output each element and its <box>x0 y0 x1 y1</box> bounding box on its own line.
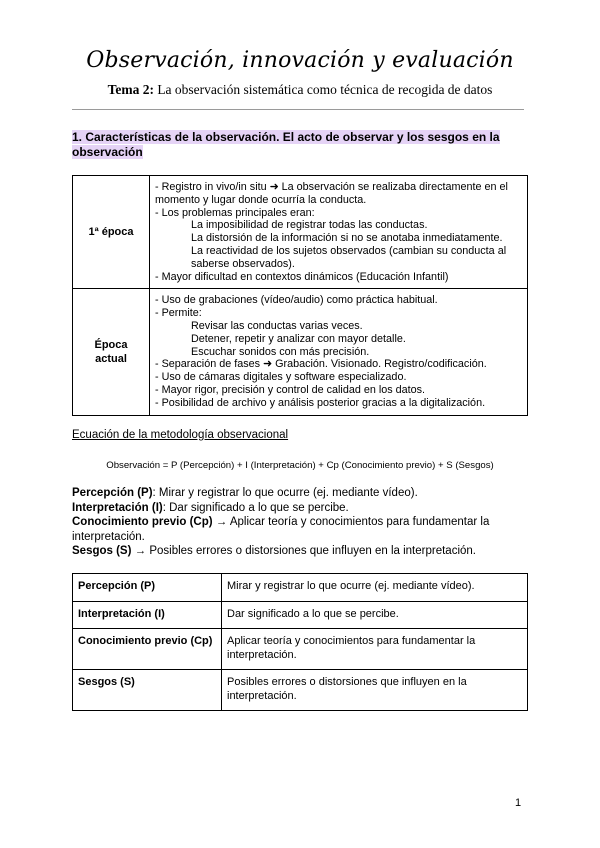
summary-line: Mirar y registrar lo que ocurre (ej. mediante vídeo). <box>227 580 475 592</box>
summary-term: Sesgos (S) <box>73 670 222 711</box>
summary-description <box>222 670 528 711</box>
table-row <box>73 176 528 289</box>
list-item: momento y lugar donde ocurría la conducta. <box>155 193 367 206</box>
equation-heading: Ecuación de la metodología observacional <box>72 429 289 441</box>
table-row <box>73 289 528 415</box>
list-item: - Registro in vivo/in situ ➜ La observación se realizaba directamente en el <box>155 181 508 193</box>
summary-line: interpretación. <box>227 649 297 661</box>
summary-term: Conocimiento previo (Cp) <box>73 629 222 670</box>
list-item: - Uso de cámaras digitales y software especializado. <box>155 371 407 384</box>
list-item: - Uso de grabaciones (vídeo/audio) como práctica habitual. <box>155 294 438 307</box>
equation: Observación = P (Percepción) + I (Interpretación) + Cp (Conocimiento previo) + S (Sesgos) <box>106 460 494 471</box>
list-item: La imposibilidad de registrar todas las conductas. <box>191 219 428 232</box>
definition-item <box>72 515 528 544</box>
definition-item <box>72 501 528 516</box>
topic-text: La observación sistemática como técnica de recogida de datos <box>153 82 493 97</box>
summary-term: Percepción (P) <box>73 574 222 602</box>
summary-description <box>222 602 528 629</box>
epoch-description <box>150 289 528 415</box>
topic-label: Tema 2: <box>107 82 154 97</box>
epoch-label: 1ª época <box>73 176 150 289</box>
list-item: Escuchar sonidos con más precisión. <box>191 345 370 358</box>
page-number: 1 <box>515 797 522 809</box>
document-subtitle <box>0 82 600 98</box>
definitions-list <box>72 486 528 559</box>
summary-description <box>222 574 528 602</box>
summary-table <box>72 573 528 711</box>
list-item: - Mayor rigor, precisión y control de calidad en los datos. <box>155 383 426 396</box>
summary-line: Posibles errores o distorsiones que influyen en la <box>227 676 467 688</box>
list-item: Detener, repetir y analizar con mayor detalle. <box>191 332 406 345</box>
epoch-label-line: Época <box>94 338 128 351</box>
definition-text: : Mirar y registrar lo que ocurre (ej. mediante vídeo). <box>152 487 418 499</box>
summary-line: interpretación. <box>227 690 297 702</box>
section-1-heading-highlight: 1. Características de la observación. El acto de observar y los sesgos en la observación <box>72 130 500 159</box>
list-item: - Permite: <box>155 307 202 320</box>
definition-term: Percepción (P) <box>72 487 153 499</box>
epoch-label <box>73 289 150 415</box>
definition-term: Conocimiento previo (Cp) <box>72 516 213 529</box>
list-item: Revisar las conductas varias veces. <box>191 319 363 332</box>
definition-item <box>72 544 528 559</box>
list-item: La distorsión de la información si no se anotaba inmediatamente. <box>191 232 503 245</box>
summary-term: Interpretación (I) <box>73 602 222 629</box>
table-row <box>73 629 528 670</box>
document-title: Observación, innovación y evaluación <box>86 48 514 73</box>
definition-term: Sesgos (S) <box>72 545 132 558</box>
section-1-heading <box>72 130 512 160</box>
list-item: - Posibilidad de archivo y análisis posterior gracias a la digitalización. <box>155 396 486 409</box>
list-item: - Separación de fases ➜ Grabación. Visionado. Registro/codificación. <box>155 358 487 371</box>
header-divider <box>72 109 524 110</box>
table-row <box>73 574 528 602</box>
definition-text: : Dar significado a lo que se percibe. <box>162 501 349 514</box>
definition-term: Interpretación (I) <box>72 501 163 514</box>
list-item: saberse observados). <box>191 257 295 270</box>
definition-item <box>72 486 528 501</box>
definition-text: → Aplicar teoría y conocimientos para fundamentar la interpretación. <box>72 516 490 543</box>
summary-line: Aplicar teoría y conocimientos para fundamentar la <box>227 635 476 647</box>
table-row <box>73 602 528 629</box>
epochs-table <box>72 175 528 416</box>
list-item: La reactividad de los sujetos observados (cambian su conducta al <box>191 244 507 257</box>
summary-line: Dar significado a lo que se percibe. <box>227 608 399 620</box>
table-row <box>73 670 528 711</box>
list-item: - Los problemas principales eran: <box>155 206 315 219</box>
definition-text: → Posibles errores o distorsiones que influyen en la interpretación. <box>131 545 476 558</box>
list-item: - Mayor dificultad en contextos dinámicos (Educación Infantil) <box>155 270 449 283</box>
summary-description <box>222 629 528 670</box>
epoch-label-line: actual <box>95 352 127 365</box>
epoch-description <box>150 176 528 289</box>
